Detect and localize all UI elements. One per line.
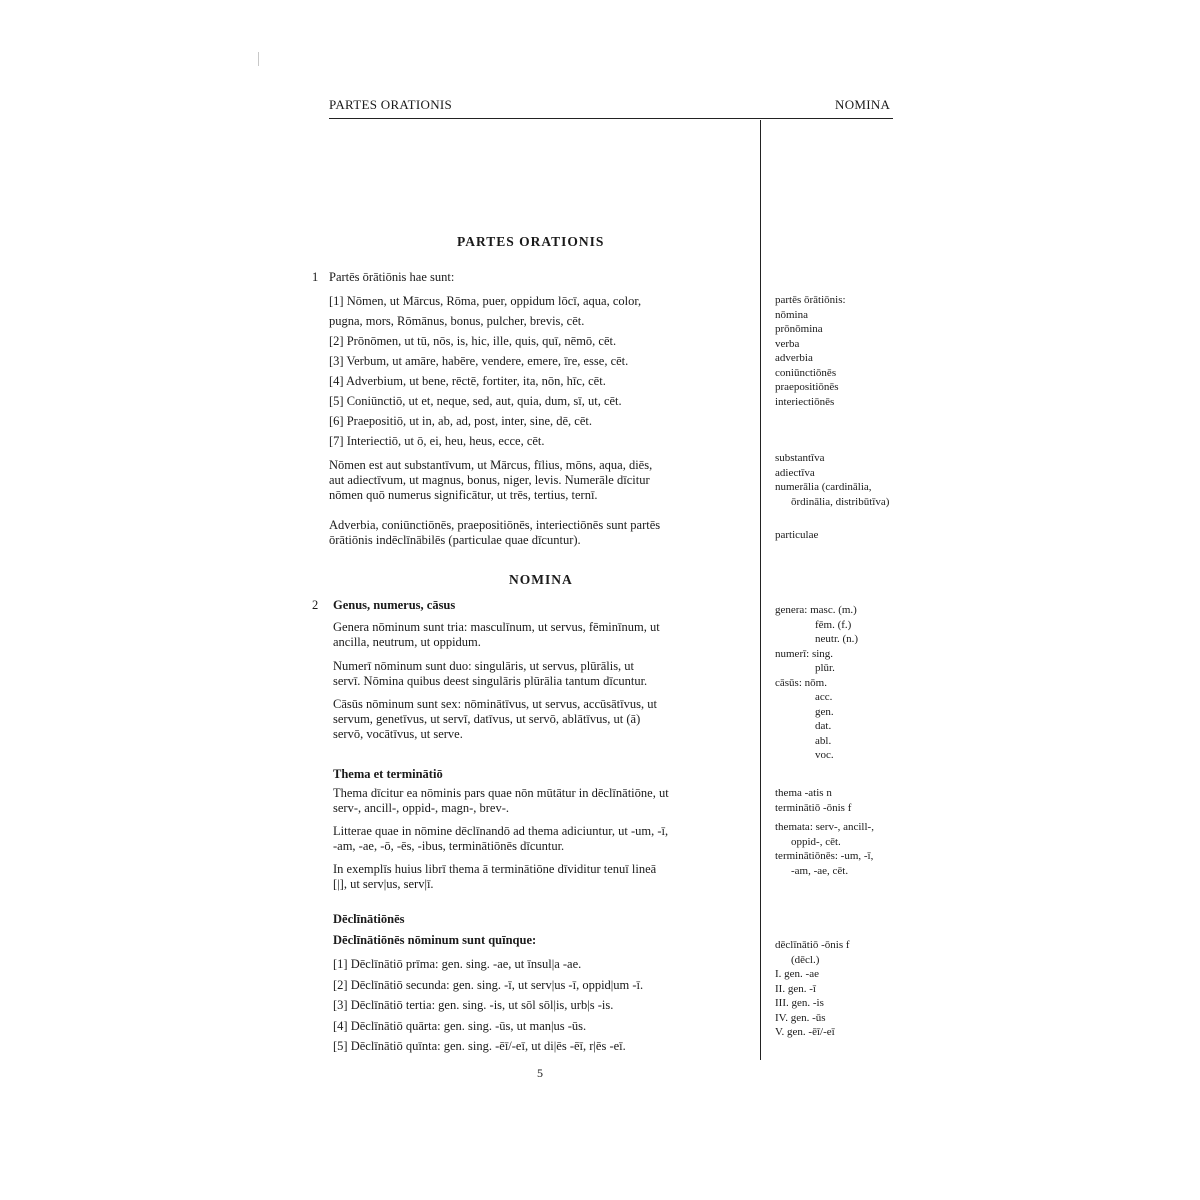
s2-litterae-line: -am, -ae, -ō, -ēs, -ibus, terminātiōnēs dīcuntur. <box>333 839 565 853</box>
s1-para1-line: aut adiectīvum, ut magnus, bonus, niger, levis. Numerāle dīcitur <box>329 473 650 487</box>
s1-side2-line: numerālia (cardinālia, <box>775 481 872 493</box>
s1-para1-line: nōmen quō numerus significātur, ut trēs, tertius, ternī. <box>329 488 598 502</box>
s1-items-line: [3] Verbum, ut amāre, habēre, vendere, emere, īre, esse, cēt. <box>329 354 629 368</box>
header-rule <box>329 118 893 119</box>
s1-side1-line: nōmina <box>775 308 808 321</box>
s1-items-line: [6] Praepositiō, ut in, ab, ad, post, inter, sine, dē, cēt. <box>329 414 592 428</box>
declinationes-intro: Dēclīnātiōnēs nōminum sunt quīnque: <box>333 933 537 947</box>
s2-side-genera-line: voc. <box>815 749 834 761</box>
s2-side-genera-line: numerī: sing. <box>775 647 834 660</box>
s1-items-line: [7] Interiectiō, ut ō, ei, heu, heus, ecce, cēt. <box>329 434 545 448</box>
s2-side-genera-line: plūr. <box>815 662 835 674</box>
margin-notes-nomen <box>775 451 889 509</box>
margin-notes-partes <box>775 293 846 409</box>
s2-exemplis-line: In exemplīs huius librī thema ā terminātiōne dīviditur tenuī lineā <box>333 862 657 876</box>
s2-side-thema2-line: oppid-, cēt. <box>791 835 841 848</box>
s2-side-genera-line: genera: masc. (m.) <box>775 604 857 616</box>
s2-casus-line: servum, genetīvus, ut servī, datīvus, ut servō, ablātīvus, ut (ā) <box>333 712 641 726</box>
running-header-left: PARTES ORATIONIS <box>329 97 453 112</box>
s2-side-decl-line: V. gen. -ēī/-eī <box>775 1026 835 1038</box>
section-number-1: 1 <box>312 270 319 284</box>
s1-items-line: [5] Coniūnctiō, ut et, neque, sed, aut, quia, dum, sī, ut, cēt. <box>329 394 622 408</box>
s2-casus-line: Cāsūs nōminum sunt sex: nōminātīvus, ut servus, accūsātīvus, ut <box>333 697 657 711</box>
litterae-paragraph <box>333 824 668 854</box>
margin-notes-thema <box>775 786 851 815</box>
section1-intro: Partēs ōrātiōnis hae sunt: <box>329 270 455 284</box>
s1-side1-line: partēs ōrātiōnis: <box>775 294 846 306</box>
section-title-nomina: NOMINA <box>509 572 573 587</box>
s1-side3-line: particulae <box>775 529 819 541</box>
s2-side-genera-line: cāsūs: nōm. <box>775 676 827 689</box>
parts-of-speech-list <box>329 291 641 451</box>
s2-side-thema2-line: terminātiōnēs: -um, -ī, <box>775 850 874 862</box>
s1-para1-line: Nōmen est aut substantīvum, ut Mārcus, fīlius, mōns, aqua, diēs, <box>329 458 653 472</box>
s2-side-genera-line: dat. <box>815 720 832 732</box>
numeri-paragraph <box>333 659 647 689</box>
s2-numeri-line: servī. Nōmina quibus deest singulāris plūrālia tantum dīcuntur. <box>333 674 648 688</box>
s1-para2-line: ōrātiōnis indēclīnābilēs (particulae quae dīcuntur). <box>329 533 581 547</box>
margin-notes-themata <box>775 820 874 878</box>
s2-decl-line: [3] Dēclīnātiō tertia: gen. sing. -is, ut sōl sōl|is, urb|s -is. <box>333 998 614 1012</box>
nomen-paragraph <box>329 458 652 503</box>
s1-side1-line: interiectiōnēs <box>775 395 835 408</box>
s2-side-decl-line: (dēcl.) <box>791 953 820 966</box>
s2-side-decl-line: II. gen. -ī <box>775 982 816 995</box>
s1-side2-line: ōrdinālia, distribūtīva) <box>791 495 890 508</box>
s2-side-decl-line: dēclīnātiō -ōnis f <box>775 939 850 951</box>
margin-notes-declinationes <box>775 938 850 1040</box>
s1-items-line: [4] Adverbium, ut bene, rēctē, fortiter, ita, nōn, hīc, cēt. <box>329 374 606 388</box>
margin-rule <box>760 120 761 1060</box>
s1-items-line: pugna, mors, Rōmānus, bonus, pulcher, brevis, cēt. <box>329 314 585 328</box>
section-title-partes: PARTES ORATIONIS <box>457 234 605 249</box>
declinationes-list <box>333 954 643 1057</box>
running-header-right: NOMINA <box>835 97 891 112</box>
s2-genera-line: Genera nōminum sunt tria: masculīnum, ut servus, fēminīnum, ut <box>333 620 660 634</box>
page-number: 5 <box>537 1066 543 1080</box>
thema-paragraph <box>333 786 669 816</box>
s2-side-decl-line: III. gen. -is <box>775 997 824 1009</box>
s2-side-thema2-line: -am, -ae, cēt. <box>791 864 849 877</box>
s2-decl-line: [5] Dēclīnātiō quīnta: gen. sing. -ēī/-eī, ut di|ēs -ēī, r|ēs -eī. <box>333 1039 626 1053</box>
section-number-2: 2 <box>312 598 319 612</box>
s2-side-decl-line: IV. gen. -ūs <box>775 1011 826 1024</box>
s2-exemplis-line: [|], ut serv|us, serv|ī. <box>333 877 434 891</box>
s2-side-genera-line: abl. <box>815 734 832 747</box>
s2-side-decl-line: I. gen. -ae <box>775 968 819 980</box>
genera-paragraph <box>333 620 660 650</box>
s2-side-genera-line: fēm. (f.) <box>815 618 852 631</box>
s2-decl-line: [1] Dēclīnātiō prīma: gen. sing. -ae, ut īnsul|a -ae. <box>333 957 582 971</box>
margin-notes-genera <box>775 603 858 763</box>
s1-items-line: [1] Nōmen, ut Mārcus, Rōma, puer, oppidum lōcī, aqua, color, <box>329 294 642 308</box>
s1-para2-line: Adverbia, coniūnctiōnēs, praepositiōnēs, interiectiōnēs sunt partēs <box>329 518 661 532</box>
heading-declinationes: Dēclīnātiōnēs <box>333 912 405 926</box>
s1-side2-line: substantīva <box>775 452 825 464</box>
s1-side1-line: adverbia <box>775 352 813 364</box>
exemplis-paragraph <box>333 862 656 892</box>
s2-side-thema2-line: themata: serv-, ancill-, <box>775 821 874 833</box>
s2-side-genera-line: gen. <box>815 705 834 718</box>
s2-side-genera-line: neutr. (n.) <box>815 633 859 645</box>
s2-side-thema-line: terminātiō -ōnis f <box>775 801 852 814</box>
s2-decl-line: [2] Dēclīnātiō secunda: gen. sing. -ī, ut serv|us -ī, oppid|um -ī. <box>333 977 644 992</box>
s2-litterae-line: Litterae quae in nōmine dēclīnandō ad thema adiciuntur, ut -um, -ī, <box>333 824 669 838</box>
s1-side1-line: verba <box>775 337 800 350</box>
s1-side2-line: adiectīva <box>775 466 815 479</box>
s1-side1-line: praepositiōnēs <box>775 381 839 393</box>
s2-thema-line: serv-, ancill-, oppid-, magn-, brev-. <box>333 801 509 815</box>
scan-mark <box>258 52 259 66</box>
s2-casus-line: servō, vocātīvus, ut serve. <box>333 727 463 741</box>
s2-decl-line: [4] Dēclīnātiō quārta: gen. sing. -ūs, ut man|us -ūs. <box>333 1018 587 1033</box>
s2-genera-line: ancilla, neutrum, ut oppidum. <box>333 635 481 649</box>
casus-paragraph <box>333 697 657 742</box>
s2-thema-line: Thema dīcitur ea nōminis pars quae nōn mūtātur in dēclīnātiōne, ut <box>333 786 669 800</box>
s2-side-genera-line: acc. <box>815 691 833 703</box>
particulae-paragraph <box>329 518 660 548</box>
heading-thema-terminatio: Thema et terminātiō <box>333 767 443 781</box>
s1-side1-line: coniūnctiōnēs <box>775 366 837 379</box>
heading-genus-numerus-casus: Genus, numerus, cāsus <box>333 598 456 612</box>
s1-items-line: [2] Prōnōmen, ut tū, nōs, is, hic, ille, quis, quī, nēmō, cēt. <box>329 334 617 348</box>
margin-notes-particulae <box>775 528 818 543</box>
s2-side-thema-line: thema -atis n <box>775 787 832 799</box>
s2-numeri-line: Numerī nōminum sunt duo: singulāris, ut servus, plūrālis, ut <box>333 659 635 673</box>
s1-side1-line: prōnōmina <box>775 323 823 335</box>
